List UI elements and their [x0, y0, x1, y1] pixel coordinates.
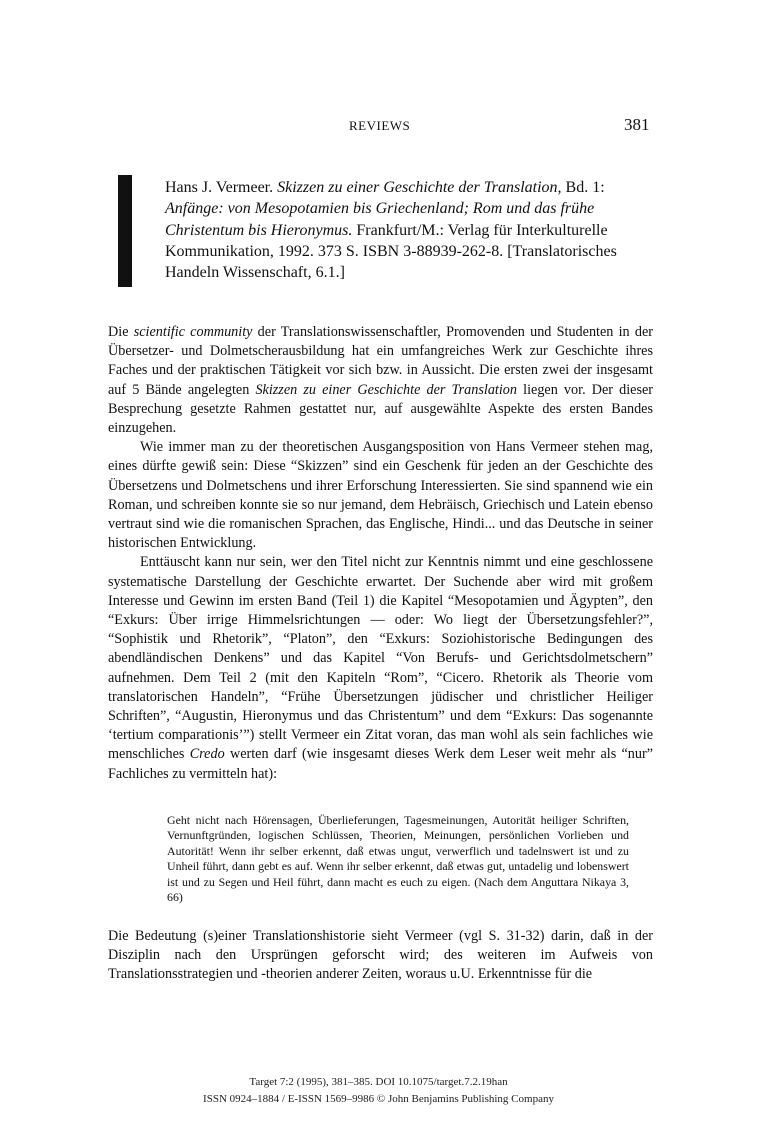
p3-credo: Credo [189, 746, 225, 763]
reference-text [165, 177, 665, 283]
p1-text-c: liegen vor. Der dieser Besprechung gesetzte Rahmen gestattet nur, auf ausgewählte Aspekte des ersten Bandes einzugehen. [108, 381, 654, 437]
reference-publication: Frankfurt/M.: Verlag für Interkulturelle Kommunikation, 1992. 373 S. ISBN 3-88939-262-8. [Translatorisches Handeln Wissenschaft, 6.1.] [165, 221, 617, 282]
paragraph-1 [108, 323, 653, 438]
p1-book-title: Skizzen zu einer Geschichte der Translation [255, 381, 517, 398]
reference-title: Skizzen zu einer Geschichte der Translation, [277, 179, 562, 196]
book-reference [165, 177, 665, 283]
section-label: REVIEWS [349, 118, 411, 133]
block-quote: Geht nicht nach Hörensagen, Überlieferungen, Tagesmeinungen, Autorität heiliger Schriften, Vernunftgründen, logischen Schlüssen, Theorien, Meinungen, persönlichen Vorlieben und Autorität! Wenn ihr selber erkennt, daß etwas ungut, verwerflich und tadelnswert ist und zu Unheil führt, dann gebt es auf. Wenn ihr selber erkennt, daß etwas gut, untadelig und lobenswert ist und zu Segen und Heil führt, dann macht es euch zu eigen. (Nach dem Anguttara Nikaya 3, 66) [167, 813, 629, 905]
p3-text-b: werten darf (wie insgesamt dieses Werk dem Leser weit mehr als “nur” Fachliches zu vermitteln hat): [108, 746, 653, 782]
page-number: 381 [624, 115, 650, 134]
paragraph-4: Die Bedeutung (s)einer Translationshistorie sieht Vermeer (vgl S. 31-32) darin, daß in der Disziplin nach den Ursprüngen geforscht wird; des weiteren im Aufweis von Translationsstrategien und -theorien anderer Zeiten, woraus u.U. Erkenntnisse für die [108, 928, 653, 983]
body-text-upper [108, 323, 653, 784]
p1-term: scientific community [133, 324, 253, 340]
p3-text-a: Enttäuscht kann nur sein, wer den Titel nicht zur Kenntnis nimmt und eine geschlossene systematische Darstellung der Geschichte erwartet. Der Suchende aber wird mit großem Interesse und Gewinn im ersten Band (Teil 1) die Kapitel “Mesopotamien und Ägypten”, den “Exkurs: Über irrige Himmelsrichtungen — oder: Wo liegt der Übersetzungsfehler?”, “Sophistik und Rhetorik”, “Platon”, den “Exkurs: Soziohistorische Bedingungen des abendländischen Denkens” und das Kapitel “Von Berufs- und Gerichtsdolmetschern” aufnehmen. Dem Teil 2 (mit den Kapiteln “Rom”, “Cicero. Rhetorik als Theorie vom translatorischen Handeln”, “Frühe Übersetzungen jüdischer und christlicher Heiliger Schriften”, “Augustin, Hieronymus und das Christentum” und dem “Exkurs: Das sogenannte ‘tertium comparationis’”) stellt Vermeer ein Zitat voran, das man wohl als sein fachliches wie menschliches [108, 554, 653, 763]
reference-volume: Bd. 1: [565, 179, 605, 196]
paragraph-3 [108, 553, 653, 783]
reference-author: Hans J. Vermeer. [165, 179, 274, 196]
reference-subtitle: Anfänge: von Mesopotamien bis Griechenland; Rom und das frühe Christentum bis Hieronymus. [165, 200, 595, 239]
p1-text-a: Die [108, 324, 129, 340]
footer-issn: ISSN 0924–1884 / E-ISSN 1569–9986 © John Benjamins Publishing Company [203, 1093, 554, 1105]
section-marker-bar [118, 175, 132, 287]
p1-text-b: der Translationswissenschaftler, Promovenden und Studenten in der Übersetzer- und Dolmetscherausbildung hat ein umfangreiches Werk zur Geschichte ihres Faches und der praktischen Tätigkeit vor sich bzw. in Aussicht. Die ersten zwei der insgesamt auf 5 Bände angelegten [108, 324, 653, 398]
footer-citation: Target 7:2 (1995), 381–385. DOI 10.1075/target.7.2.19han [249, 1076, 508, 1088]
paragraph-2: Wie immer man zu der theoretischen Ausgangsposition von Hans Vermeer stehen mag, eines dürfte gewiß sein: Diese “Skizzen” sind ein Geschenk für jeden an der Geschichte des Übersetzens und Dolmetschens und ihrer Erforschung Interessierten. Sie sind spannend wie ein Roman, und schreiben konnte sie so nur jemand, dem Hebräisch, Griechisch und Latein ebenso vertraut sind wie die romanischen Sprachen, das Englische, Hindi... und das Deutsche in seiner historischen Entwicklung. [108, 439, 653, 552]
body-text-lower [108, 927, 653, 985]
